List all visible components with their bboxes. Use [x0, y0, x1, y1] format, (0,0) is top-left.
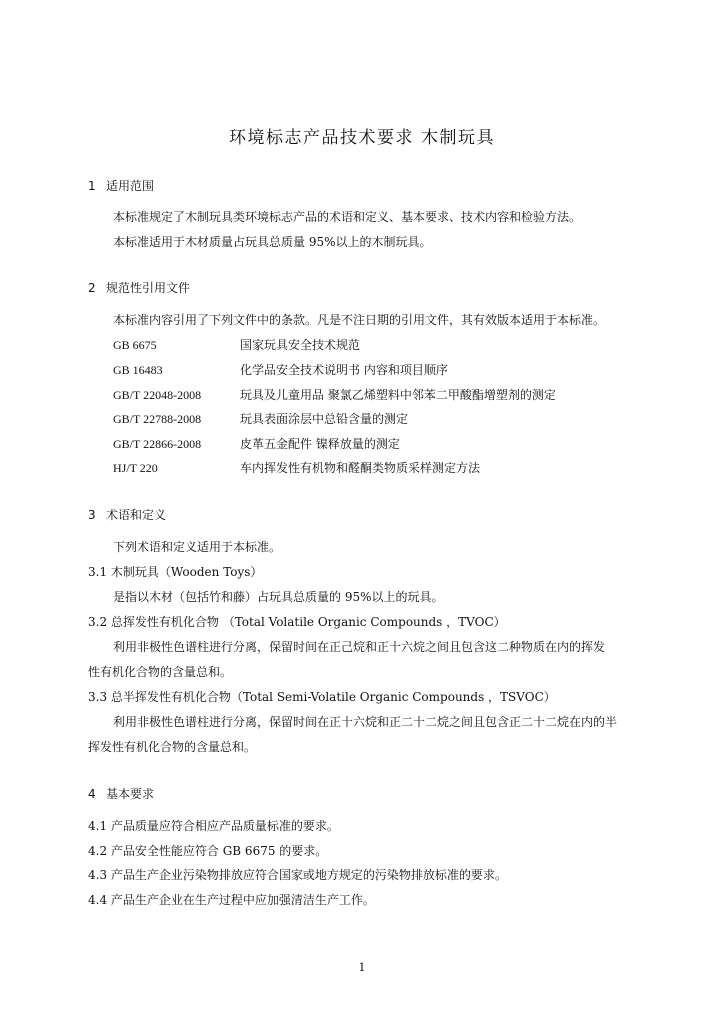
- term-definition: 是指以木材（包括竹和藤）占玩具总质量的 95%以上的玩具。: [113, 590, 444, 604]
- reference-code: GB/T 22048-2008: [113, 388, 202, 402]
- section-title: 基本要求: [106, 787, 155, 801]
- reference-name: 玩具及儿童用品 聚氯乙烯塑料中邻苯二甲酸酯增塑剂的测定: [240, 388, 556, 402]
- section-number: 3: [88, 508, 96, 522]
- section-3-heading: [88, 509, 166, 521]
- section-4-heading: [88, 788, 154, 800]
- term-heading: 3.2 总挥发性有机化合物 （Total Volatile Organic Compounds ，TVOC）: [88, 615, 506, 629]
- section-title: 规范性引用文件: [106, 281, 191, 295]
- reference-code: HJ/T 220: [113, 461, 158, 475]
- list-item: 4.3 产品生产企业污染物排放应符合国家或地方规定的污染物排放标准的要求。: [88, 868, 507, 882]
- term-definition: 利用非极性色谱柱进行分离，保留时间在正十六烷和正二十二烷之间且包含正二十二烷在内的半: [113, 715, 618, 729]
- term-definition: 挥发性有机化合物的含量总和。: [88, 740, 257, 754]
- paragraph: 本标准内容引用了下列文件中的条款。凡是不注日期的引用文件，其有效版本适用于本标准。: [113, 313, 606, 327]
- page-number: 1: [358, 961, 366, 974]
- reference-name: 玩具表面涂层中总铅含量的测定: [240, 412, 409, 426]
- term-definition: 利用非极性色谱柱进行分离，保留时间在正己烷和正十六烷之间且包含这二种物质在内的挥发: [113, 640, 606, 654]
- list-item: 4.4 产品生产企业在生产过程中应加强清洁生产工作。: [88, 893, 375, 907]
- term-definition: 性有机化合物的含量总和。: [88, 665, 233, 679]
- reference-name: 化学品安全技术说明书 内容和项目顺序: [240, 363, 448, 377]
- reference-name: 国家玩具安全技术规范: [240, 338, 361, 352]
- paragraph: 下列术语和定义适用于本标准。: [113, 540, 282, 554]
- reference-code: GB 6675: [113, 338, 157, 352]
- reference-name: 车内挥发性有机物和醛酮类物质采样测定方法: [240, 461, 481, 475]
- list-item: 4.2 产品安全性能应符合 GB 6675 的要求。: [88, 844, 328, 858]
- reference-name: 皮革五金配件 镍释放量的测定: [240, 437, 400, 451]
- section-number: 4: [88, 787, 96, 801]
- paragraph: 本标准适用于木材质量占玩具总质量 95%以上的木制玩具。: [113, 235, 432, 249]
- term-heading: 3.1 木制玩具（Wooden Toys）: [88, 565, 263, 579]
- section-number: 1: [88, 179, 96, 193]
- term-heading: 3.3 总半挥发性有机化合物（Total Semi-Volatile Organic Compounds ，TSVOC）: [88, 690, 556, 704]
- section-number: 2: [88, 281, 96, 295]
- section-1-heading: [88, 180, 154, 192]
- list-item: 4.1 产品质量应符合相应产品质量标准的要求。: [88, 819, 339, 833]
- section-title: 适用范围: [106, 179, 155, 193]
- section-2-heading: [88, 282, 190, 294]
- document-title: 环境标志产品技术要求 木制玩具: [229, 128, 495, 148]
- reference-code: GB/T 22788-2008: [113, 412, 202, 426]
- section-title: 术语和定义: [106, 508, 167, 522]
- reference-code: GB 16483: [113, 363, 163, 377]
- paragraph: 本标准规定了木制玩具类环境标志产品的术语和定义、基本要求、技术内容和检验方法。: [113, 210, 582, 224]
- reference-code: GB/T 22866-2008: [113, 437, 202, 451]
